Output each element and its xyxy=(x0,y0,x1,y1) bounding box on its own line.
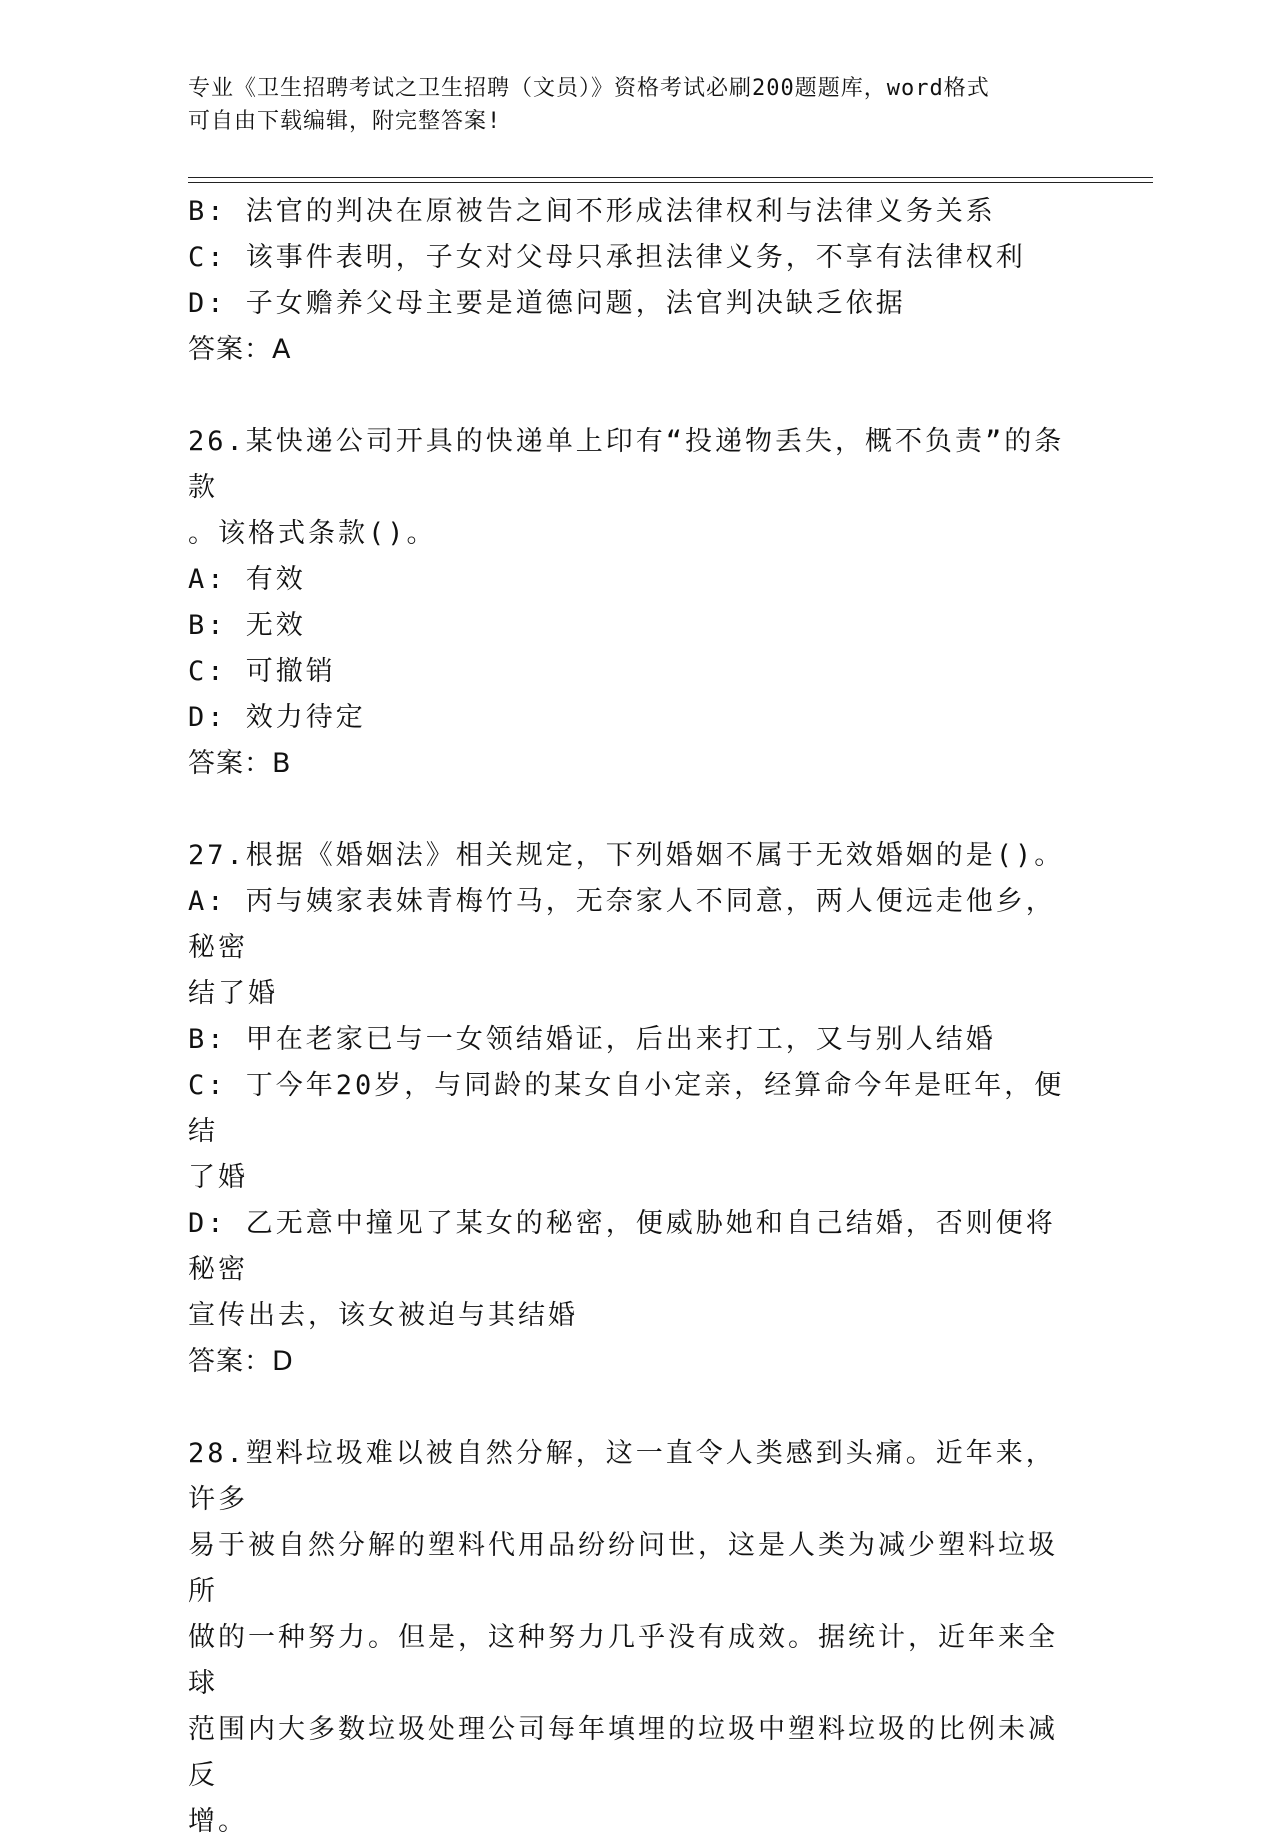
option-b: B: 甲在老家已与一女领结婚证，后出来打工，又与别人结婚 xyxy=(188,1024,996,1055)
question-stem-continued: 易于被自然分解的塑料代用品纷纷问世，这是人类为减少塑料垃圾所 xyxy=(188,1530,1058,1607)
question-stem-continued: 增。 xyxy=(188,1806,248,1837)
option-b: B: 法官的判决在原被告之间不形成法律权利与法律义务关系 xyxy=(188,196,996,227)
option-c: C: 该事件表明，子女对父母只承担法律义务，不享有法律权利 xyxy=(188,242,1026,273)
header-line-2: 可自由下载编辑，附完整答案! xyxy=(188,109,502,134)
answer: 答案：B xyxy=(188,748,292,779)
question-25-tail xyxy=(188,189,1078,373)
question-stem: 26.某快递公司开具的快递单上印有“投递物丢失，概不负责”的条款 xyxy=(188,426,1065,503)
option-d: D: 子女赡养父母主要是道德问题，法官判决缺乏依据 xyxy=(188,288,906,319)
header-divider-bottom xyxy=(188,182,1153,183)
option-d: D: 乙无意中撞见了某女的秘密，便威胁她和自己结婚，否则便将秘密 xyxy=(188,1208,1056,1285)
option-d: D: 效力待定 xyxy=(188,702,366,733)
header-divider-top xyxy=(188,177,1153,178)
question-28 xyxy=(188,1431,1078,1845)
spacer xyxy=(188,1385,1078,1431)
option-b: B: 无效 xyxy=(188,610,306,641)
header-line-1: 专业《卫生招聘考试之卫生招聘（文员）》资格考试必刷200题题库，word格式 xyxy=(188,76,990,101)
question-27 xyxy=(188,833,1078,1385)
answer: 答案：D xyxy=(188,1346,294,1377)
spacer xyxy=(188,787,1078,833)
document-body xyxy=(188,189,1078,1845)
option-a-continued: 结了婚 xyxy=(188,978,278,1009)
option-a: A: 有效 xyxy=(188,564,306,595)
option-c: C: 丁今年20岁，与同龄的某女自小定亲，经算命今年是旺年，便结 xyxy=(188,1070,1065,1147)
page-header xyxy=(188,72,1068,138)
option-a: A: 丙与姨家表妹青梅竹马，无奈家人不同意，两人便远走他乡，秘密 xyxy=(188,886,1056,963)
question-stem-continued: 。该格式条款()。 xyxy=(188,518,437,549)
spacer xyxy=(188,373,1078,419)
answer: 答案：A xyxy=(188,334,292,365)
question-26 xyxy=(188,419,1078,787)
option-c: C: 可撤销 xyxy=(188,656,336,687)
option-d-continued: 宣传出去，该女被迫与其结婚 xyxy=(188,1300,578,1331)
question-stem-continued: 范围内大多数垃圾处理公司每年填埋的垃圾中塑料垃圾的比例未减反 xyxy=(188,1714,1058,1791)
option-c-continued: 了婚 xyxy=(188,1162,248,1193)
question-stem: 27.根据《婚姻法》相关规定，下列婚姻不属于无效婚姻的是()。 xyxy=(188,840,1065,871)
question-stem-continued: 做的一种努力。但是，这种努力几乎没有成效。据统计，近年来全球 xyxy=(188,1622,1058,1699)
question-stem: 28.塑料垃圾难以被自然分解，这一直令人类感到头痛。近年来，许多 xyxy=(188,1438,1056,1515)
